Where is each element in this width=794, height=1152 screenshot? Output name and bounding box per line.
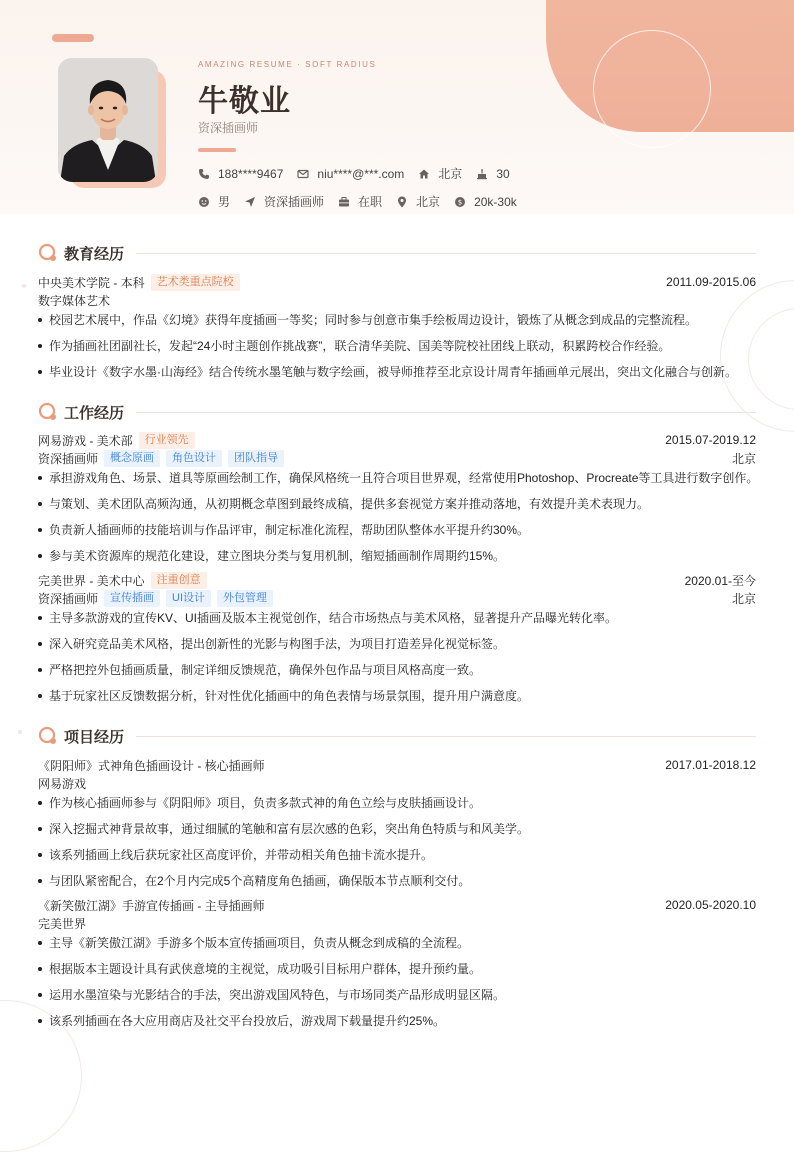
company-tag: 行业领先 [139,432,195,449]
list-item: 作为核心插画师参与《阴阳师》项目，负责多款式神的角色立绘与皮肤插画设计。 [38,794,756,811]
list-item: 主导《新笑傲江湖》手游多个版本宣传插画项目，负责从概念到成稿的全流程。 [38,934,756,951]
section-title: 工作经历 [64,404,125,422]
work-date: 2015.07-2019.12 [665,433,756,447]
phone-text: 188****9467 [218,166,284,181]
resume-tagline: AMAZING RESUME · SOFT RADIUS [198,60,377,69]
target-position-info [244,193,324,210]
list-item: 基于玩家社区反馈数据分析，针对性优化插画中的角色表情与场景氛围，提升用户满意度。 [38,687,756,704]
list-item: 该系列插画在各大应用商店及社交平台投放后，游戏周下载量提升约25%。 [38,1012,756,1029]
decorative-dot [18,730,22,734]
skill-tag: 团队指导 [228,450,284,467]
svg-text:$: $ [457,198,463,207]
gender-info [198,193,230,210]
phone-icon [198,168,210,180]
list-item: 毕业设计《数字水墨·山海经》结合传统水墨笔触与数字绘画，被导师推荐至北京设计周青年插画单元展出，突出文化融合与创新。 [38,363,756,380]
company-name: 完美世界 - 美术中心 [38,573,145,588]
list-item: 作为插画社团副社长，发起“24小时主题创作挑战赛”，联合清华美院、国美等院校社团线上联动，积累跨校合作经验。 [38,337,756,354]
email-text: niu****@***.com [317,166,405,181]
education-entry-header [38,273,756,291]
school-tag: 艺术类重点院校 [151,274,240,291]
contact-info-row [198,165,524,182]
project-name: 《新笑傲江湖》手游宣传插画 - 主导插画师 [38,898,265,913]
section-title: 项目经历 [64,728,125,746]
work-role-line [38,449,756,467]
project-date: 2020.05-2020.10 [665,898,756,912]
project-company: 网易游戏 [38,776,87,791]
work-city: 北京 [731,451,756,466]
section-divider [136,412,756,413]
work-entry-header [38,431,756,449]
salary-icon [454,196,466,208]
work-role-line [38,589,756,607]
list-item: 根据版本主题设计具有武侠意境的主视觉，成功吸引目标用户群体，提升预约量。 [38,960,756,977]
list-item: 校园艺术展中，作品《幻境》获得年度插画一等奖；同时参与创意市集手绘板周边设计，锻炼了从概念到成品的完整流程。 [38,311,756,328]
list-item: 该系列插画上线后获玩家社区高度评价，并带动相关角色抽卡流水提升。 [38,846,756,863]
target-city-text: 北京 [416,195,441,209]
work-entry-header [38,571,756,589]
project-company: 完美世界 [38,916,87,931]
section-badge-icon [38,402,58,422]
education-section-header [38,242,756,264]
send-icon [244,196,256,208]
section-badge-icon [38,243,58,263]
mail-icon [297,168,309,180]
list-item: 与团队紧密配合，在2个月内完成5个高精度角色插画，确保版本节点顺利交付。 [38,872,756,889]
section-badge-icon [38,726,58,746]
home-icon [418,168,430,180]
list-item: 严格把控外包插画质量，制定详细反馈规范，确保外包作品与项目风格高度一致。 [38,661,756,678]
list-item: 与策划、美术团队高频沟通，从初期概念草图到最终成稿，提供多套视觉方案并推动落地，有效提升美术表现力。 [38,495,756,512]
list-item: 深入挖掘式神背景故事，通过细腻的笔触和富有层次感的色彩，突出角色特质与和风美学。 [38,820,756,837]
project-company-line [38,914,756,932]
project-company-line [38,774,756,792]
location-pin-icon [396,196,408,208]
list-item: 深入研究竞品美术风格，提出创新性的光影与构图手法，为项目打造差异化视觉标签。 [38,635,756,652]
avatar [58,58,158,182]
role-name: 资深插画师 [38,591,99,606]
company-name: 网易游戏 - 美术部 [38,433,133,448]
skill-tag: 概念原画 [104,450,160,467]
project-entry-header [38,756,756,774]
decorative-dot [22,284,26,288]
job-status-text: 在职 [358,195,383,209]
work-section-header [38,401,756,423]
candidate-name: 牛敬业 [198,85,291,118]
hometown-text: 北京 [438,167,463,181]
skill-tag: 角色设计 [166,450,222,467]
phone-info [198,167,283,181]
email-info [297,167,404,181]
project-name: 《阴阳师》式神角色插画设计 - 核心插画师 [38,758,265,773]
work-city: 北京 [731,591,756,606]
section-divider [136,736,756,737]
education-major-line [38,291,756,309]
decorative-bar [52,34,94,42]
list-item: 运用水墨渲染与光影结合的手法，突出游戏国风特色，与市场同类产品形成明显区隔。 [38,986,756,1003]
skill-tag: 外包管理 [217,590,273,607]
decorative-ring [593,30,711,148]
personal-info-row [198,193,531,210]
company-tag: 注重创意 [151,572,207,589]
salary-text: 20k-30k [474,194,517,209]
job-status-info [338,193,382,210]
age-text: 30 [496,166,510,181]
candidate-title: 资深插画师 [198,121,259,135]
gender-text: 男 [218,195,231,209]
work-date: 2020.01-至今 [684,573,756,588]
age-info [476,167,509,181]
list-item: 参与美术资源库的规范化建设，建立图块分类与复用机制，缩短插画制作周期约15%。 [38,547,756,564]
hometown-info [418,165,462,182]
education-date: 2011.09-2015.06 [666,275,756,289]
briefcase-icon [338,196,350,208]
school-name: 中央美术学院 - 本科 [38,275,145,290]
gender-icon [198,196,210,208]
cake-icon [476,168,488,180]
list-item: 承担游戏角色、场景、道具等原画绘制工作，确保风格统一且符合项目世界观，经常使用Photoshop、Procreate等工具进行数字创作。 [38,469,756,486]
section-divider [136,253,756,254]
decorative-underline [198,148,236,152]
projects-section-header [38,725,756,747]
major-name: 数字媒体艺术 [38,293,111,308]
list-item: 主导多款游戏的宣传KV、UI插画及版本主视觉创作，结合市场热点与美术风格，显著提升产品曝光转化率。 [38,609,756,626]
skill-tag: 宣传插画 [104,590,160,607]
list-item: 负责新人插画师的技能培训与作品评审，制定标准化流程，帮助团队整体水平提升约30%。 [38,521,756,538]
role-name: 资深插画师 [38,451,99,466]
target-city-info [396,193,440,210]
salary-info [454,195,517,209]
project-entry-header [38,896,756,914]
target-position-text: 资深插画师 [264,195,325,209]
project-date: 2017.01-2018.12 [665,758,756,772]
section-title: 教育经历 [64,245,125,263]
skill-tag: UI设计 [166,590,211,607]
